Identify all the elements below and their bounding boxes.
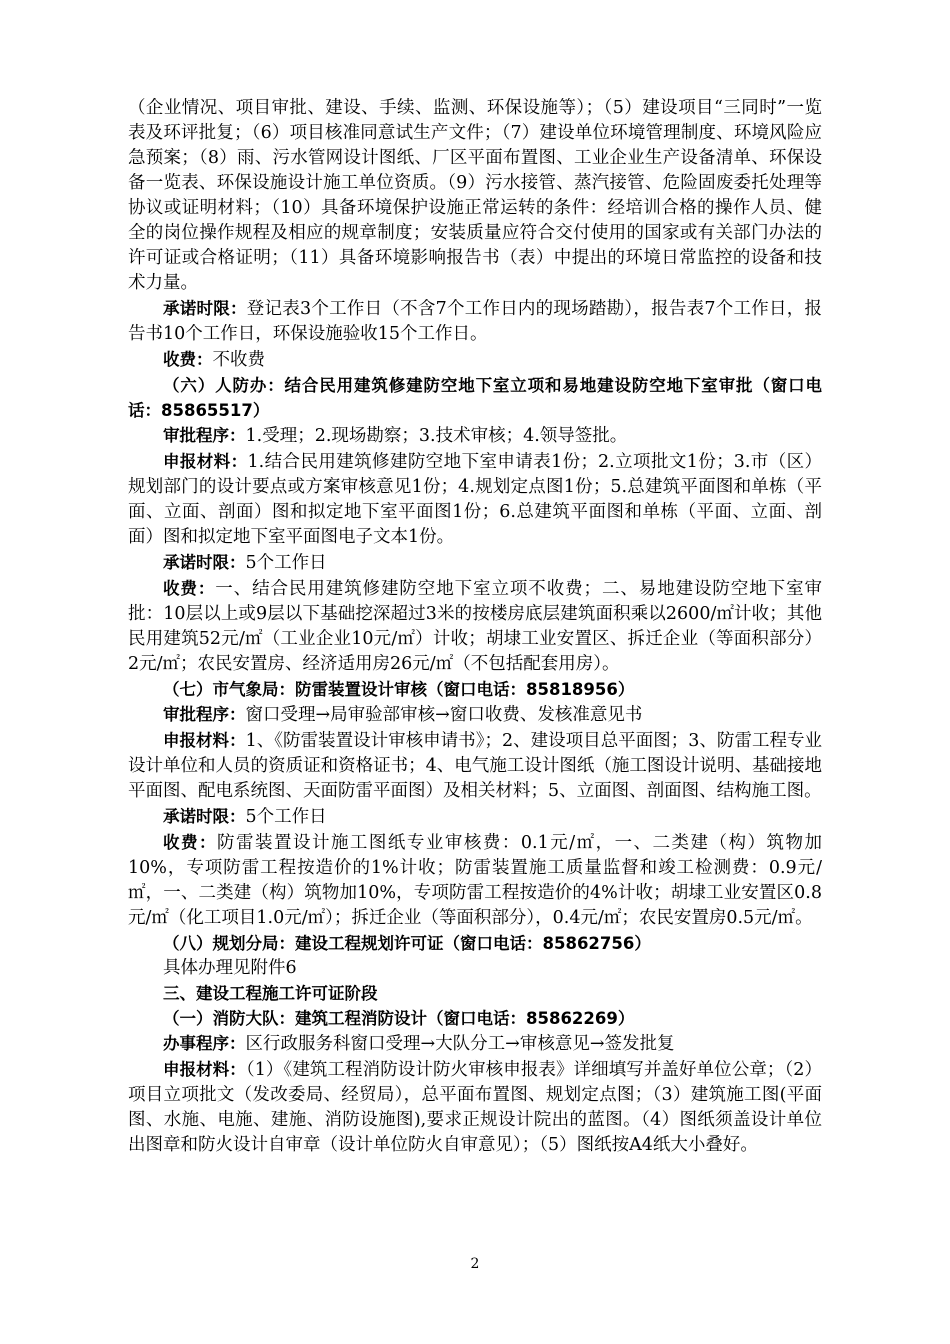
paragraph-fee-env (128, 347, 822, 373)
section-heading-construction-permit: 三、建设工程施工许可证阶段 (163, 984, 378, 1003)
label: 收费： (163, 350, 213, 369)
paragraph-planning-see-attachment: 具体办理见附件6 (163, 958, 297, 978)
page-number: 2 (470, 1256, 480, 1272)
text: 不收费 (212, 350, 265, 370)
heading-civil-defense: （六）人防办：结合民用建筑修建防空地下室立项和易地建设防空地下室审批（窗口电话：85865517） (128, 376, 822, 420)
text: 登记表3个工作日（不含7个工作日内的现场踏勘），报告表7个工作日，报告书10个工作日，环保设施验收15个工作日。 (128, 299, 822, 344)
label: 办事程序： (163, 1034, 246, 1053)
label: 申报材料： (163, 1060, 246, 1079)
paragraph-materials-fire (128, 1057, 822, 1158)
label: 收费： (163, 579, 216, 598)
label: 审批程序： (163, 705, 246, 724)
paragraph-procedure-fire (128, 1031, 822, 1057)
label: 承诺时限： (163, 299, 247, 318)
text: 5个工作日 (245, 553, 327, 573)
paragraph-promise-time-env (128, 296, 822, 347)
paragraph-materials-meteo (128, 728, 822, 804)
heading-fire-brigade: （一）消防大队：建筑工程消防设计（窗口电话：85862269） (163, 1009, 635, 1028)
label: 申报材料： (163, 731, 246, 750)
text: 一、结合民用建筑修建防空地下室立项不收费；二、易地建设防空地下室审批：10层以上或9层以下基础挖深超过3米的按楼房底层建筑面积乘以2600/㎡计收；其他民用建筑52元/㎡（工业企业10元/㎡）计收；胡埭工业安置区、拆迁企业（等面积部分）2元/㎡；农民安置房、经济适用房26元/㎡（不包括配套用房）。 (128, 579, 823, 674)
label: 收费： (163, 833, 217, 852)
text: 1.结合民用建筑修建防空地下室申请表1份；2.立项批文1份；3.市（区）规划部门的设计要点或方案审核意见1份；4.规划定点图1份；5.总建筑平面图和单栋（平面、立面、剖面）图和拟定地下室平面图1份；6.总建筑平面图和单栋（平面、立面、剖面）图和拟定地下室平面图电子文本1份。 (128, 452, 823, 547)
paragraph-fee-civil (128, 576, 822, 677)
text: 区行政服务科窗口受理→大队分工→审核意见→签发批复 (245, 1034, 675, 1054)
paragraph-fee-meteo (128, 830, 822, 931)
label: 承诺时限： (163, 807, 246, 826)
text: 1、《防雷装置设计审核申请书》；2、建设项目总平面图；3、防雷工程专业设计单位和人员的资质证和资格证书；4、电气施工设计图纸（施工图设计说明、基础接地平面图、配电系统图、天面防雷平面图）及相关材料；5、立面图、剖面图、结构施工图。 (128, 731, 823, 801)
paragraph-promise-time-meteo (128, 804, 822, 830)
label: 审批程序： (163, 426, 246, 445)
text: 1.受理；2.现场勘察；3.技术审核；4.领导签批。 (245, 426, 628, 446)
paragraph-materials-continued: （企业情况、项目审批、建设、手续、监测、环保设施等）；（5）建设项目“三同时”一览表及环评批复；（6）项目核准同意试生产文件；（7）建设单位环境管理制度、环境风险应急预案；（8）雨、污水管网设计图纸、厂区平面布置图、工业企业生产设备清单、环保设备一览表、环保设施设计施工单位资质。（9）污水接管、蒸汽接管、危险固废委托处理等协议或证明材料；（10）具备环境保护设施正常运转的条件：经培训合格的操作人员、健全的岗位操作规程及相应的规章制度；安装质量应符合交付使用的国家或有关部门办法的许可证或合格证明；（11）具备环境影响报告书（表）中提出的环境日常监控的设备和技术力量。 (128, 98, 822, 293)
label: 申报材料： (163, 452, 248, 471)
paragraph-procedure-civil (128, 423, 822, 449)
text: 窗口受理→局审验部审核→窗口收费、发核准意见书 (245, 705, 643, 725)
heading-planning: （八）规划分局：建设工程规划许可证（窗口电话：85862756） (163, 934, 651, 953)
text: 5个工作日 (245, 807, 327, 827)
paragraph-promise-time-civil (128, 550, 822, 576)
paragraph-procedure-meteo (128, 702, 822, 728)
heading-meteorology: （七）市气象局：防雷装置设计审核（窗口电话：85818956） (163, 680, 635, 699)
paragraph-materials-civil (128, 449, 822, 550)
label: 承诺时限： (163, 553, 246, 572)
text: 防雷装置设计施工图纸专业审核费：0.1元/㎡，一、二类建（构）筑物加10%，专项防雷工程按造价的1%计收；防雷装置施工质量监督和竣工检测费：0.9元/㎡，一、二类建（构）筑物加10%，专项防雷工程按造价的4%计收；胡埭工业安置区0.8元/㎡（化工项目1.0元/㎡）；拆迁企业（等面积部分），0.4元/㎡；农民安置房0.5元/㎡。 (128, 833, 822, 928)
text: （1）《建筑工程消防设计防火审核申报表》详细填写并盖好单位公章；（2）项目立项批文（发改委局、经贸局），总平面布置图、规划定点图；（3）建筑施工图(平面图、水施、电施、建施、消防设施图),要求正规设计院出的蓝图。（4）图纸须盖设计单位出图章和防火设计自审章（设计单位防火自审意见）；（5）图纸按A4纸大小叠好。 (128, 1060, 823, 1155)
